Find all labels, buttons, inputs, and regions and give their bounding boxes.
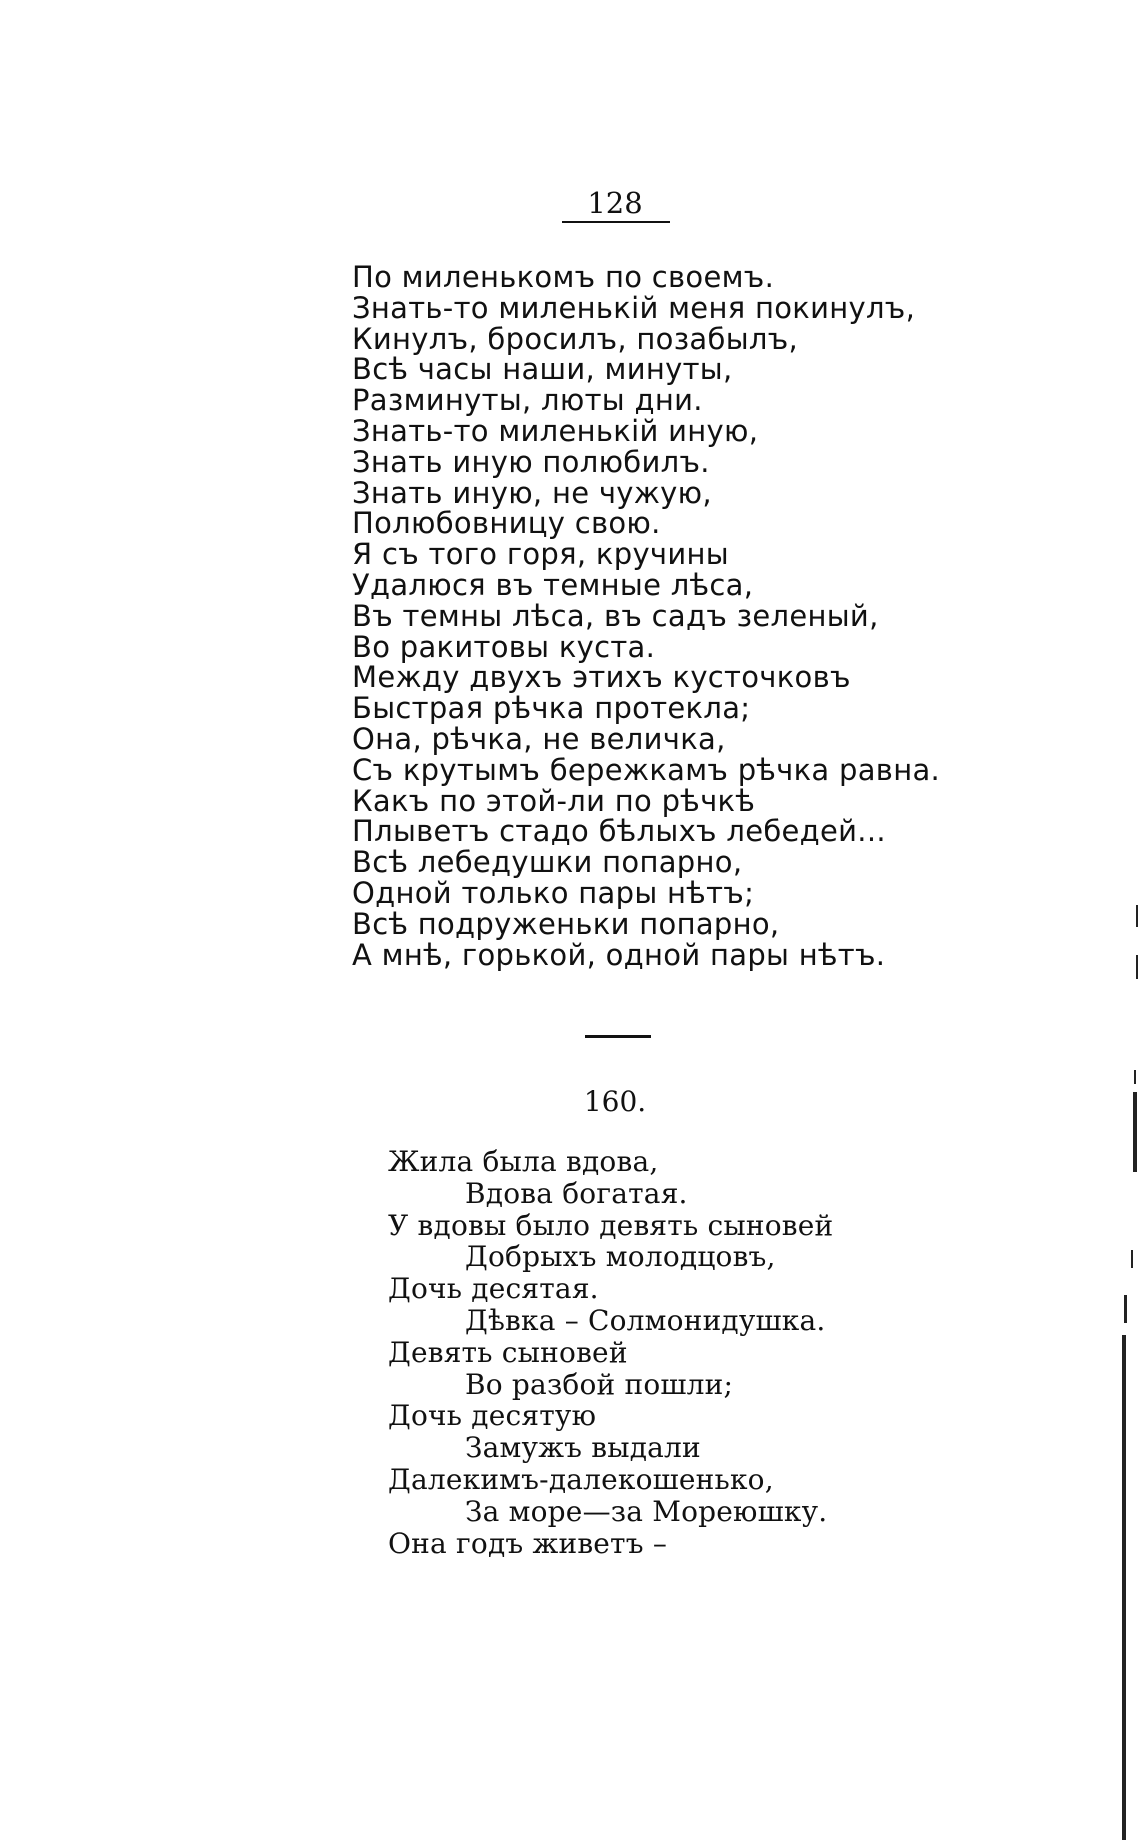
scan-edge-mark <box>1133 1092 1137 1172</box>
poem-line: Всѣ часы наши, минуты, <box>352 352 733 387</box>
poem-line: Я съ того горя, кручины <box>352 537 729 572</box>
scan-edge-mark <box>1124 1295 1127 1323</box>
song-160 <box>388 1146 833 1559</box>
section-divider <box>585 1035 651 1038</box>
poem-line: Между двухъ этихъ кусточковъ <box>352 660 851 695</box>
poem-continued <box>352 262 940 970</box>
poem-line: Одной только пары нѣтъ; <box>352 875 755 910</box>
poem-line: Быстрая рѣчка протекла; <box>352 691 751 726</box>
song-line: Во разбой пошли; <box>465 1367 734 1401</box>
scan-edge-mark <box>1131 1250 1133 1268</box>
poem-line: Плыветъ стадо бѣлыхъ лебедей... <box>352 814 886 849</box>
scan-edge-mark <box>1136 955 1138 979</box>
scan-edge-mark <box>1136 905 1138 927</box>
page-number: 128 <box>587 186 643 220</box>
poem-line: Знать-то миленькій иную, <box>352 413 759 448</box>
poem-line: А мнѣ, горькой, одной пары нѣтъ. <box>352 937 886 972</box>
song-line: Вдова богатая. <box>465 1176 688 1210</box>
scan-edge-mark <box>1122 1335 1126 1840</box>
song-line: Добрыхъ молодцовъ, <box>465 1240 776 1274</box>
song-line: Девять сыновей <box>388 1335 628 1369</box>
poem-line: Знать-то миленькій меня покинулъ, <box>352 290 916 325</box>
song-line: Замужъ выдали <box>465 1431 701 1465</box>
poem-line: Она, рѣчка, не величка, <box>352 721 726 756</box>
song-line: Дочь десятая. <box>388 1272 599 1306</box>
poem-line: Удалюся въ темные лѣса, <box>352 567 754 602</box>
poem-line: Всѣ лебедушки попарно, <box>352 845 743 880</box>
page-number-underline <box>562 221 670 223</box>
poem-line: Всѣ подруженьки попарно, <box>352 906 780 941</box>
poem-line: Кинулъ, бросилъ, позабылъ, <box>352 321 799 356</box>
song-line: Далекимъ-далекошенько, <box>388 1462 774 1496</box>
song-line: Дочь десятую <box>388 1399 597 1433</box>
poem-line: Въ темны лѣса, въ садъ зеленый, <box>352 598 879 633</box>
poem-line: Какъ по этой-ли по рѣчкѣ <box>352 783 756 818</box>
song-line: Жила была вдова, <box>388 1145 659 1178</box>
song-line: Дѣвка – Солмонидушка. <box>465 1303 826 1337</box>
song-line: Она годъ живетъ – <box>388 1526 668 1560</box>
poem-line: Съ крутымъ бережкамъ рѣчка равна. <box>352 752 941 787</box>
poem-line: Полюбовницу свою. <box>352 506 661 541</box>
poem-line: Разминуты, люты дни. <box>352 383 703 418</box>
poem-line: Во ракитовы куста. <box>352 629 656 664</box>
song-line: У вдовы было девять сыновей <box>388 1208 834 1242</box>
poem-line: Знать иную, не чужую, <box>352 475 712 510</box>
song-number: 160. <box>583 1085 647 1118</box>
scan-edge-mark <box>1134 1070 1136 1084</box>
song-line: За море—за Мореюшку. <box>465 1494 828 1528</box>
poem-line: По миленькомъ по своемъ. <box>352 260 775 294</box>
poem-line: Знать иную полюбилъ. <box>352 444 710 479</box>
